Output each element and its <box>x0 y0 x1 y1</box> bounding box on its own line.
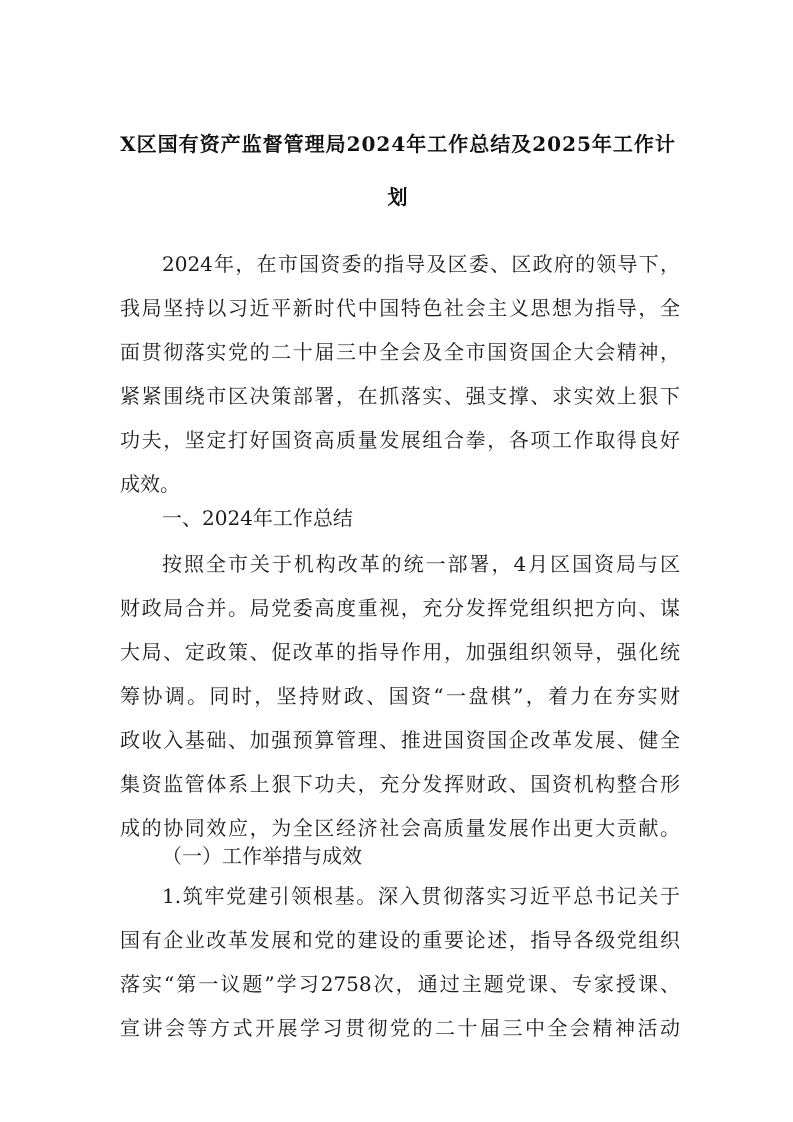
paragraph-line: 宣讲会等方式开展学习贯彻党的二十届三中全会精神活动 <box>120 1016 680 1040</box>
paragraph-line: 筹协调。同时，坚持财政、国资“一盘棋”，着力在夯实财 <box>120 684 680 708</box>
paragraph-line: 政收入基础、加强预算管理、推进国资国企改革发展、健全 <box>120 728 680 752</box>
paragraph-line: 紧紧围绕市区决策部署，在抓落实、强支撑、求实效上狠下 <box>120 384 680 408</box>
paragraph-line: 成的协同效应，为全区经济社会高质量发展作出更大贡献。 <box>120 816 680 840</box>
paragraph-line: 集资监管体系上狠下功夫，充分发挥财政、国资机构整合形 <box>120 772 680 796</box>
paragraph-line: 落实“第一议题”学习2758次，通过主题党课、专家授课、 <box>120 972 680 996</box>
paragraph-line: 功夫，坚定打好国资高质量发展组合拳，各项工作取得良好 <box>120 428 680 452</box>
paragraph-line: 财政局合并。局党委高度重视，充分发挥党组织把方向、谋 <box>120 596 680 620</box>
paragraph-line: 面贯彻落实党的二十届三中全会及全市国资国企大会精神， <box>120 340 680 364</box>
paragraph-line: 我局坚持以习近平新时代中国特色社会主义思想为指导，全 <box>120 296 680 320</box>
paragraph-line: 大局、定政策、促改革的指导作用，加强组织领导，强化统 <box>120 640 680 664</box>
paragraph-line: 成效。 <box>120 472 180 496</box>
document-title-line-1: X区国有资产监督管理局2024年工作总结及2025年工作计 <box>120 132 676 156</box>
paragraph-line: 按照全市关于机构改革的统一部署，4月区国资局与区 <box>162 552 680 576</box>
document-title-line-2: 划 <box>387 185 409 209</box>
paragraph-line: 国有企业改革发展和党的建设的重要论述，指导各级党组织 <box>120 928 680 952</box>
section-heading: 一、2024年工作总结 <box>162 506 353 530</box>
paragraph-line: 1.筑牢党建引领根基。深入贯彻落实习近平总书记关于 <box>162 884 680 908</box>
subsection-heading: （一）工作举措与成效 <box>162 844 362 868</box>
paragraph-line: 2024年，在市国资委的指导及区委、区政府的领导下， <box>162 252 680 276</box>
